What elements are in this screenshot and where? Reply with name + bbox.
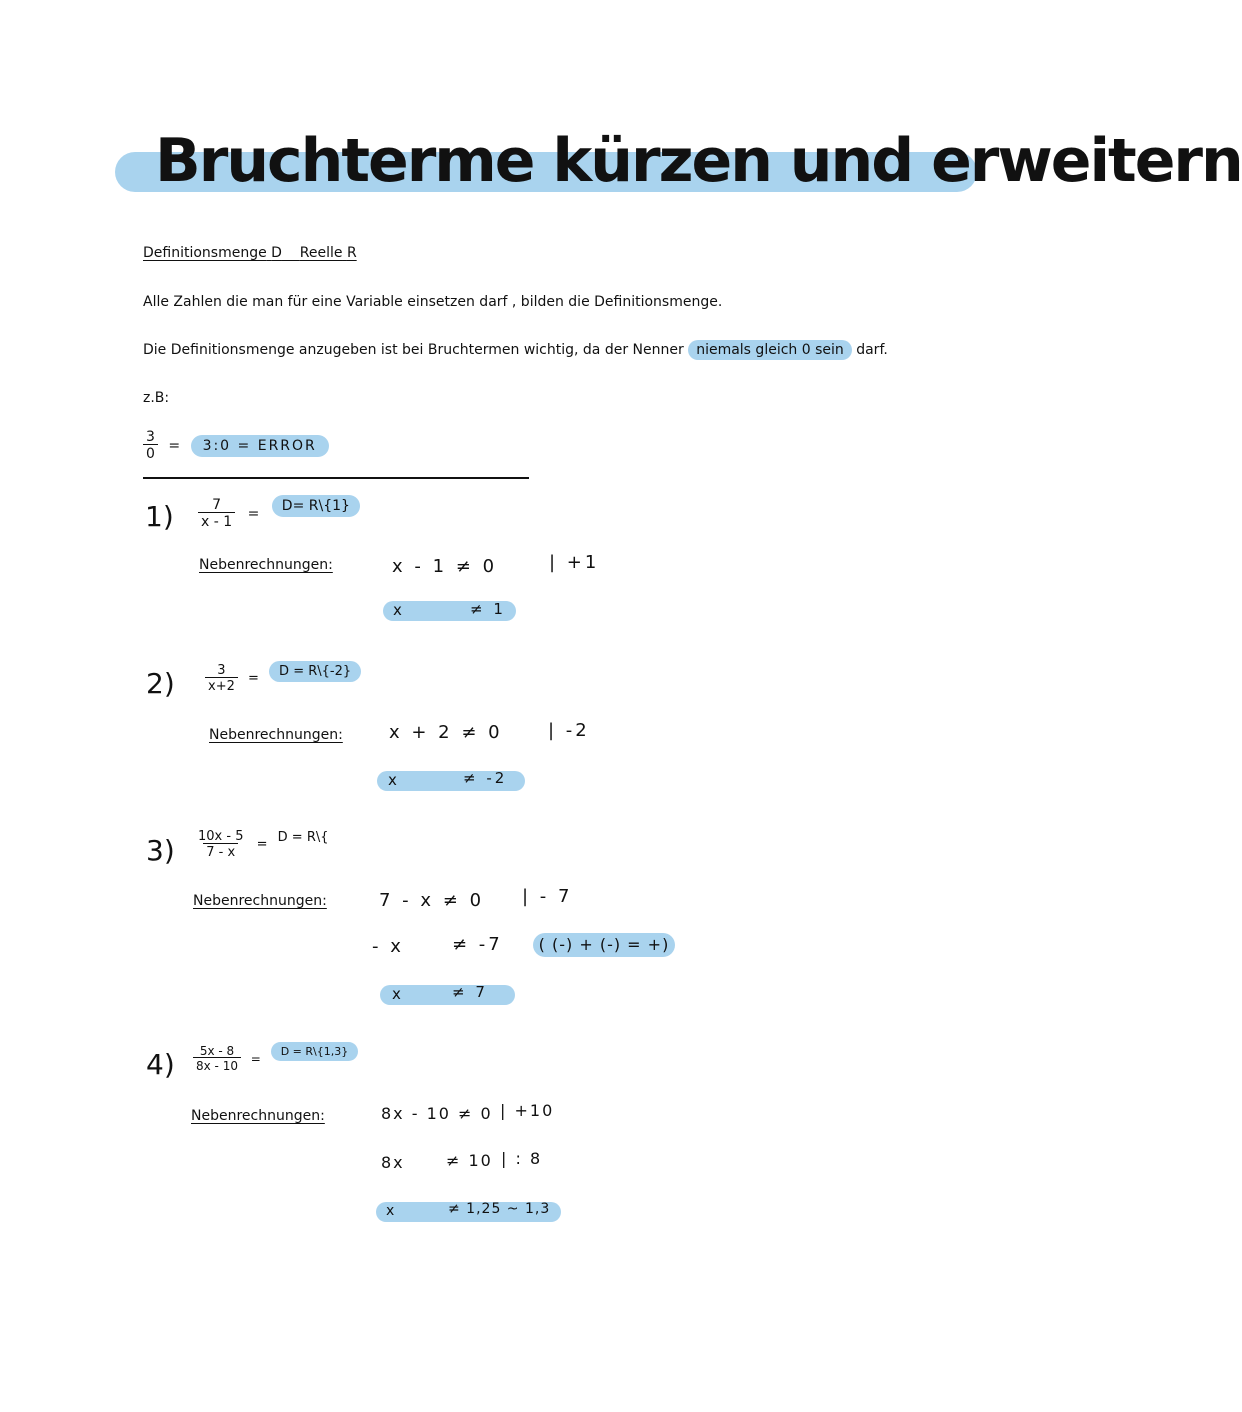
- def-symbol: D: [271, 245, 282, 261]
- task-4-domain: D = R\{1,3}: [271, 1042, 359, 1061]
- task-3-domain: D = R\{: [277, 830, 329, 845]
- task-1-line-1: x - 1 ≠ 0: [392, 556, 498, 577]
- task-2-line-2: | -2: [548, 720, 590, 741]
- task-3-line-1: 7 - x ≠ 0: [379, 890, 485, 911]
- task-4-line-3: 8x: [381, 1153, 405, 1172]
- task-3-line-4: ≠ -7: [452, 934, 503, 955]
- task-1-domain: D= R\{1}: [272, 495, 360, 517]
- task-4-eq: =: [250, 1051, 261, 1066]
- reelle-label: Reelle: [299, 245, 343, 261]
- task-1-fraction: [198, 498, 235, 529]
- task-2-line-1: x + 2 ≠ 0: [389, 722, 503, 743]
- task-3-line-3: - x: [372, 936, 404, 957]
- task-3-expression: [195, 830, 329, 859]
- intro-line-2: [143, 342, 888, 358]
- task-4-fraction: [193, 1045, 241, 1072]
- intro-line-2-highlight: niemals gleich 0 sein: [688, 340, 852, 360]
- example-row: [143, 430, 329, 461]
- task-4-line-2: | +10: [500, 1101, 555, 1120]
- task-1-side-label: Nebenrechnungen:: [199, 557, 333, 573]
- task-3-result-x: x: [392, 985, 404, 1003]
- intro-line-2-a: Die Definitionsmenge anzugeben ist bei Bruchtermen wichtig, da der Nenner: [143, 342, 684, 358]
- task-2-expression: [205, 664, 361, 693]
- task-4-result: ≠ 1,25 ~ 1,3: [448, 1201, 551, 1217]
- definition-heading: [143, 245, 357, 261]
- task-3-side-label: Nebenrechnungen:: [193, 893, 327, 909]
- example-eq: =: [168, 437, 181, 454]
- example-fraction: [143, 430, 158, 461]
- task-2-number: 2): [146, 667, 175, 700]
- divider: [143, 477, 529, 479]
- task-1-num: 7: [212, 497, 222, 513]
- task-4-line-4: ≠ 10: [446, 1151, 493, 1170]
- task-1-result: ≠ 1: [470, 600, 506, 618]
- def-label: Definitionsmenge: [143, 245, 267, 261]
- task-4-expression: [193, 1045, 358, 1072]
- task-1-result-x: x: [393, 601, 405, 619]
- task-1-den: x - 1: [198, 512, 235, 529]
- task-2-result-x: x: [388, 771, 400, 789]
- example-num: 3: [146, 429, 155, 445]
- task-2-domain: D = R\{-2}: [269, 661, 361, 682]
- task-3-sign-note: ( (-) + (-) = +): [533, 933, 675, 957]
- intro-line-1: Alle Zahlen die man für eine Variable einsetzen darf , bilden die Definitionsmenge.: [143, 294, 723, 310]
- task-3-den: 7 - x: [203, 843, 238, 859]
- task-1-eq: =: [247, 505, 260, 522]
- page-title: Bruchterme kürzen und erweitern: [155, 126, 1242, 196]
- task-1-expression: [198, 498, 360, 529]
- task-3-eq: =: [256, 837, 268, 852]
- task-4-line-5: | : 8: [501, 1149, 543, 1168]
- task-3-number: 3): [146, 834, 175, 867]
- task-4-result-x: x: [386, 1203, 398, 1219]
- task-2-side-label: Nebenrechnungen:: [209, 727, 343, 743]
- example-den: 0: [143, 444, 158, 461]
- example-highlight: 3:0 = ERROR: [191, 435, 329, 457]
- task-2-den: x+2: [205, 677, 238, 693]
- example-label: z.B:: [143, 390, 170, 406]
- task-4-line-1: 8x - 10 ≠ 0: [381, 1104, 493, 1123]
- task-2-result: ≠ -2: [463, 769, 508, 787]
- task-2-fraction: [205, 664, 238, 693]
- task-2-num: 3: [217, 663, 226, 678]
- task-3-fraction: [195, 830, 246, 859]
- task-3-line-2: | - 7: [522, 886, 573, 907]
- task-1-number: 1): [145, 500, 174, 533]
- intro-line-2-b: darf.: [856, 342, 888, 358]
- task-1-line-2: | +1: [549, 552, 600, 573]
- task-3-result: ≠ 7: [452, 983, 488, 1001]
- task-4-side-label: Nebenrechnungen:: [191, 1108, 325, 1124]
- task-4-num: 5x - 8: [199, 1044, 235, 1058]
- reelle-symbol: R: [346, 245, 357, 261]
- task-2-eq: =: [248, 671, 259, 686]
- task-4-den: 8x - 10: [193, 1057, 241, 1072]
- task-3-num: 10x - 5: [198, 829, 244, 844]
- task-4-number: 4): [146, 1048, 175, 1081]
